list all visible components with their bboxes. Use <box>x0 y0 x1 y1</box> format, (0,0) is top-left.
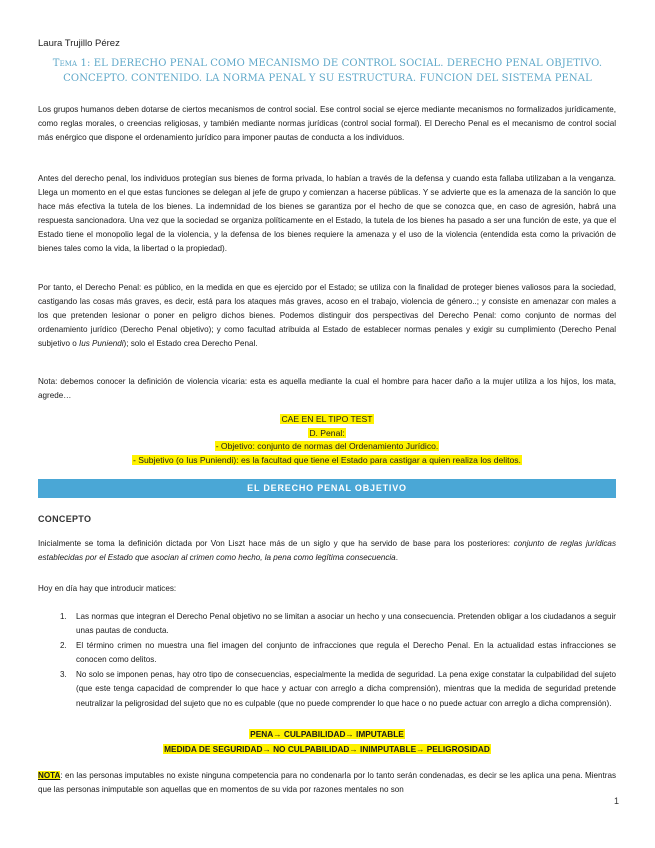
list-item-number: 3. <box>60 670 67 680</box>
list-item-number: 2. <box>60 641 67 651</box>
author-header: Laura Trujillo Pérez <box>38 38 120 49</box>
von-liszt-definition: conjunto de reglas jurídicas establecidas por el Estado que asocian al crimen como hecho, la pena como legítima consecuencia <box>38 539 616 563</box>
list-item <box>38 610 616 638</box>
list-item <box>38 639 616 667</box>
test-box-line3: - Objetivo: conjunto de normas del Ordenamiento Jurídico. <box>215 441 439 451</box>
matices-list <box>38 610 616 712</box>
page-number: 1 <box>613 796 619 806</box>
von-liszt-text: Inicialmente se toma la definición dictada por Von Liszt hace más de un siglo y que ha servido de base para los posteriores: <box>38 539 514 548</box>
list-item-text: Las normas que integran el Derecho Penal objetivo no se limitan a asociar un hecho y una consecuencia. Pretenden obligar a los ciudadanos a seguir unas pautas de conducta. <box>76 612 616 636</box>
paragraph-derecho-penal-end: ); solo el Estado crea Derecho Penal. <box>123 339 258 349</box>
page-title: Tema 1: EL DERECHO PENAL COMO MECANISMO DE CONTROL SOCIAL. DERECHO PENAL OBJETIVO. CONCEPTO. CONTENIDO. LA NORMA PENAL Y SU ESTRUCTURA. FUNCION DEL SISTEMA PENAL <box>52 58 603 84</box>
list-item-number: 1. <box>60 612 67 621</box>
test-highlight-box <box>38 413 616 467</box>
ius-puniendi-term: Ius Puniendi <box>78 339 124 349</box>
test-box-line4: - Subjetivo (o Ius Puniendi): es la facultad que tiene el Estado para castigar a quien realiza los delitos. <box>133 454 521 465</box>
scheme-line2: MEDIDA DE SEGURIDAD→ NO CULPABILIDAD→ INIMPUTABLE→ PELIGROSIDAD <box>164 743 490 754</box>
paragraph-von-liszt <box>38 537 616 565</box>
nota-text: : en las personas imputables no existe ninguna competencia para no condenarla por lo tanto serán condenadas, es decir se les aplica una pena. Mientras que las personas inimputable son aquellas que en momentos de su vida por razones mentales no son <box>38 771 616 795</box>
test-box-line1: CAE EN EL TIPO TEST <box>281 414 373 424</box>
paragraph-matices: Hoy en día hay que introducir matices: <box>38 584 177 593</box>
list-item <box>38 668 616 710</box>
paragraph-note-violencia: Nota: debemos conocer la definición de violencia vicaria: esta es aquella mediante la cual el hombre para hacer daño a la mujer utiliza a los hijos, los mata, agrede… <box>38 377 616 401</box>
paragraph-nota-imputables <box>38 769 616 797</box>
paragraph-history: Antes del derecho penal, los individuos protegían sus bienes de forma privada, lo habían a través de la defensa y cuando esta fallaba utilizaban a la venganza. Llega un momento en el que estas funciones se delegan al jefe de grupo y comienzan a hacerse públicas. Y se advierte que es la amenaza de la sanción lo que hace más efectiva la tutela de los bienes. La indemnidad de los bienes se garantiza por el hecho de que se conozca que, en caso de agresión, habrá una respuesta sancionadora. Una vez que la sociedad se organiza políticamente en el Estado, la tutela de los bienes ha pasado a ser una función de este, ya que el Estado tiene el monopolio legal de la violencia, y la defensa de los bienes requiere la amenaza y el uso de la violencia (entendida esta como la privación de bienes tales como la vida, la libertad o la propiedad). <box>38 174 616 254</box>
paragraph-derecho-penal <box>38 281 616 351</box>
concepto-heading: CONCEPTO <box>38 514 92 524</box>
list-item-text: No solo se imponen penas, hay otro tipo de consecuencias, especialmente la medida de seguridad. La pena exige constatar la culpabilidad del sujeto (que este tenga capacidad de comprender lo que hace y actuar con arreglo a dicha comprensión), mientras que la medida de seguridad pretende neutralizar la peligrosidad del sujeto que no es culpable (que no puede comprender lo que hace o no puede actuar con arreglo a dicha comprensión). <box>76 670 616 708</box>
scheme-line1: PENA→ CULPABILIDAD→ IMPUTABLE <box>250 729 404 739</box>
test-box-line2: D. Penal: <box>309 427 345 438</box>
section-banner: EL DERECHO PENAL OBJETIVO <box>38 479 616 498</box>
list-item-text: El término crimen no muestra una fiel imagen del conjunto de infracciones que regula el Derecho Penal. En la actualidad estas infracciones se conocen como delitos. <box>76 641 616 665</box>
von-liszt-end: . <box>395 553 398 563</box>
pena-scheme <box>38 727 616 756</box>
paragraph-intro: Los grupos humanos deben dotarse de ciertos mecanismos de control social. Ese control social se ejerce mediante mecanismos no formalizados jurídicamente, como reglas morales, o creencias religiosas, y también mediante normas jurídicas (control social formal). El Derecho Penal es el mecanismo de control social más enérgico que dispone el ordenamiento jurídico para imponer pautas de conducta a los individuos. <box>38 105 616 143</box>
nota-label: NOTA <box>38 771 61 780</box>
paragraph-derecho-penal-text: Por tanto, el Derecho Penal: es público, en la medida en que es ejercido por el Estado; se utiliza con la finalidad de proteger bienes valiosos para la sociedad, castigando las cosas más graves, es decir, está para los ataques más graves, acoso en el trabajo, violencia de género..; y consiste en amenazar con males a los que pretenden lesionar o poner en peligro dichos bienes. Podemos distinguir dos perspectivas del Derecho Penal: como conjunto de normas del ordenamiento jurídico (Derecho Penal objetivo); y como facultad atribuida al Estado de establecer normas penales y exigir su cumplimiento (Derecho Penal subjetivo o <box>38 283 616 349</box>
